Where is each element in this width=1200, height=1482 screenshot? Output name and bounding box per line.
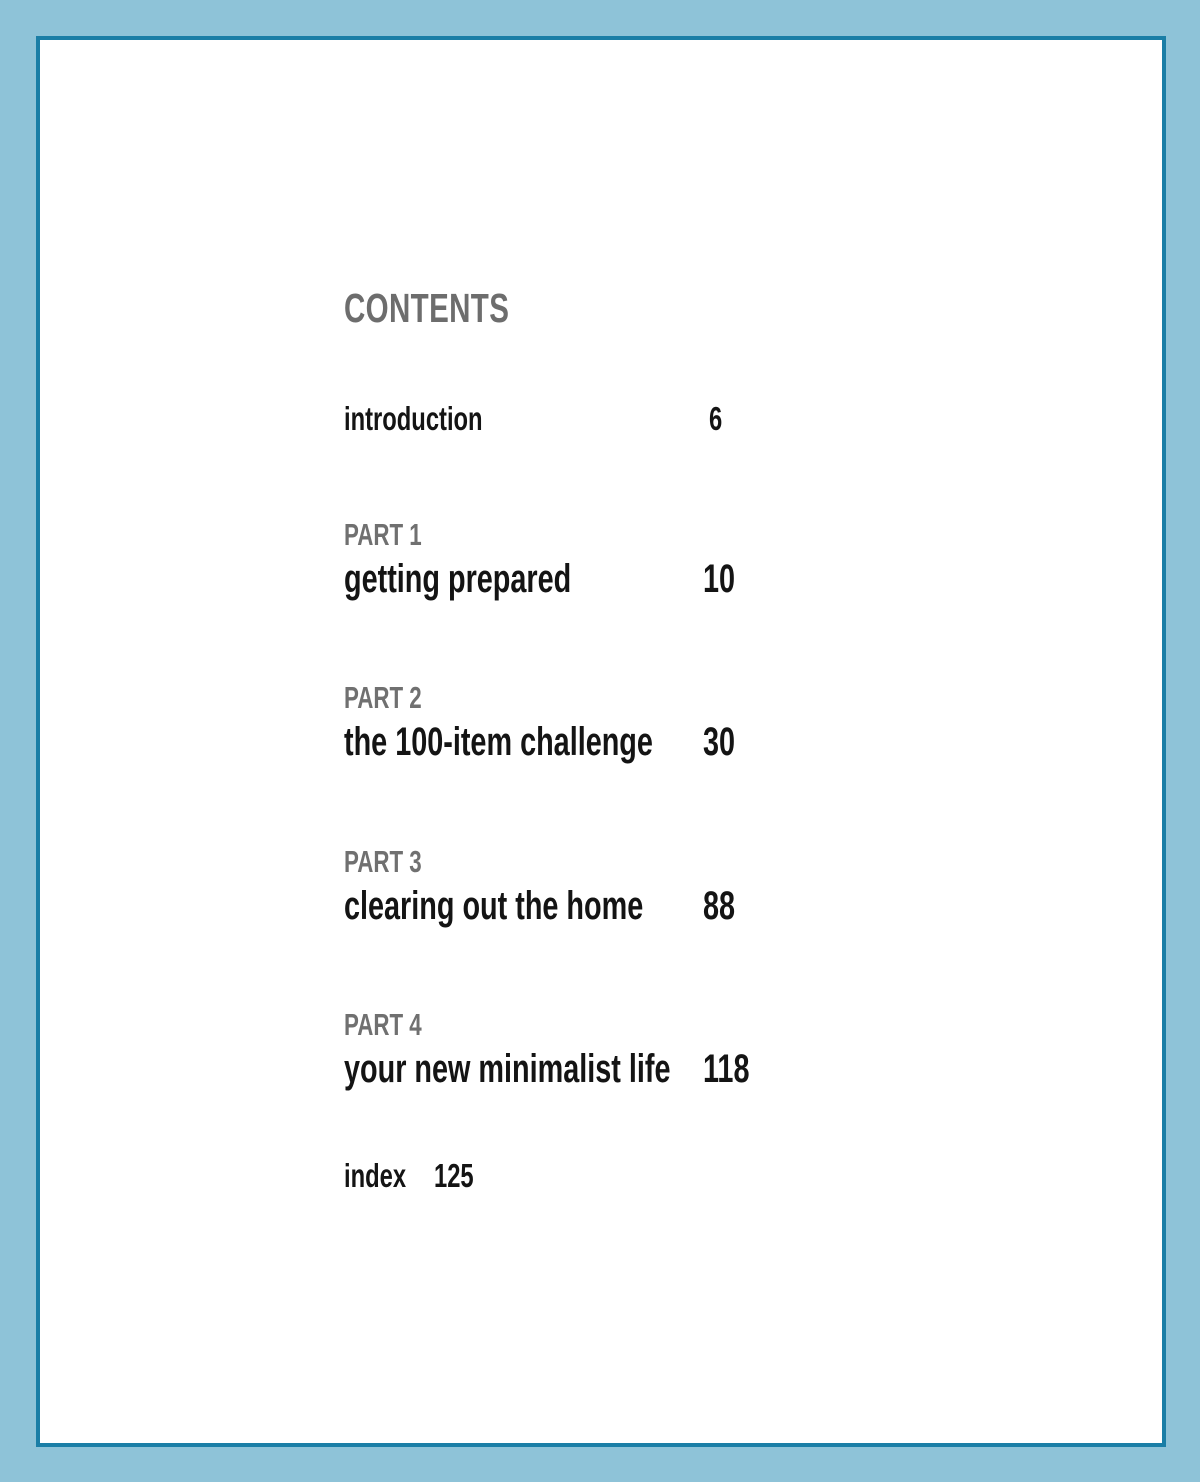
toc-entry-title: the 100-item challenge: [344, 720, 653, 764]
contents-heading: CONTENTS: [344, 285, 510, 331]
toc-entry-title: introduction: [344, 400, 483, 437]
part-label: PART 1: [344, 517, 422, 552]
part-label: PART 2: [344, 680, 422, 715]
toc-entry-title: your new minimalist life: [344, 1047, 671, 1091]
part-label: PART 3: [344, 844, 422, 879]
toc-entry-title: clearing out the home: [344, 884, 644, 928]
toc-entry-page: 125: [434, 1157, 474, 1194]
toc-entry-page: 6: [709, 400, 723, 437]
toc-entry-title: getting prepared: [344, 557, 572, 601]
table-of-contents: [344, 0, 944, 1482]
part-label: PART 4: [344, 1007, 422, 1042]
toc-entry-page: 30: [703, 720, 736, 764]
toc-entry-title: index: [344, 1157, 407, 1194]
toc-entry-page: 118: [703, 1047, 750, 1091]
toc-entry-page: 88: [703, 884, 736, 928]
toc-entry-page: 10: [703, 557, 736, 601]
